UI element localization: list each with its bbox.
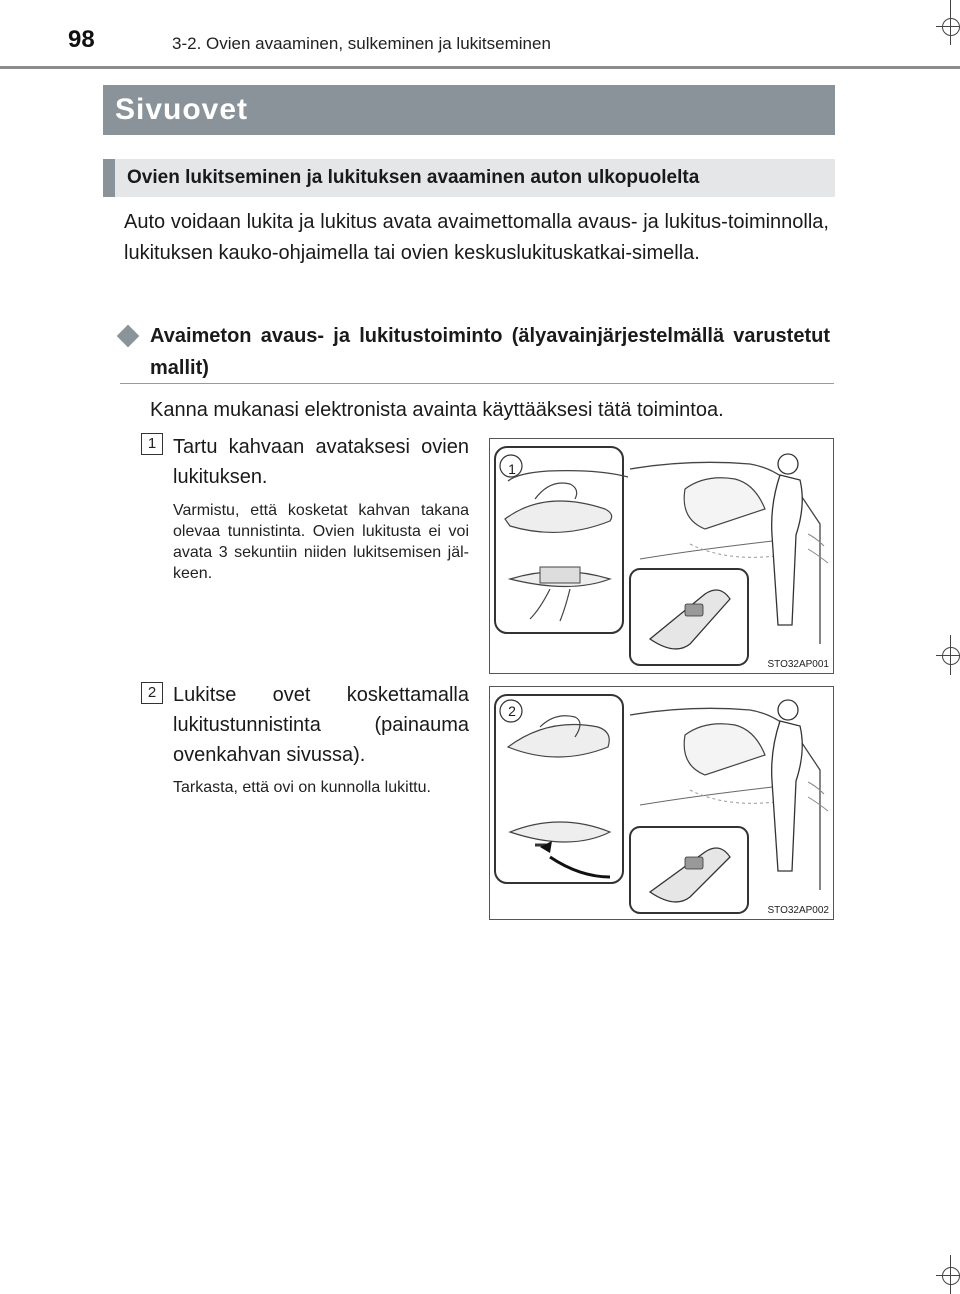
intro-paragraph: Auto voidaan lukita ja lukitus avata avaimettomalla avaus- ja lukitus-toiminnolla, lukituksen kauko-ohjaimella tai ovien keskuslukituskatkai-simella.: [124, 211, 829, 264]
feature-description: Kanna mukanasi elektronista avainta käyttääksesi tätä toimintoa.: [150, 399, 724, 421]
step-note-1: Varmistu, että kosketat kahvan takana olevaa tunnistinta. Ovien lukitusta ei voi avata 3 sekuntiin niiden lukitsemisen jäl-keen.: [173, 502, 469, 582]
subsection-title: Ovien lukitseminen ja lukituksen avaaminen auton ulkopuolelta: [103, 159, 835, 197]
figure-unlock-drawing: [490, 439, 833, 673]
header-rule: [0, 66, 960, 69]
figure-code-1: STO32AP001: [767, 659, 829, 670]
feature-rule: [120, 383, 834, 384]
crop-mark-bottom-right: [930, 1255, 960, 1294]
running-header: 3-2. Ovien avaaminen, sulkeminen ja lukitseminen: [172, 34, 551, 53]
section-title: Sivuovet: [103, 85, 835, 135]
page-number: 98: [68, 26, 95, 53]
step-number-1: 1: [141, 433, 163, 455]
crop-mark-right-middle: [930, 635, 960, 675]
step-note-2: Tarkasta, että ovi on kunnolla lukittu.: [173, 779, 431, 796]
figure-callout-1: 1: [508, 461, 516, 477]
figure-callout-2: 2: [508, 703, 516, 719]
feature-heading-text: Avaimeton avaus- ja lukitustoiminto (älyavainjärjestelmällä varustetut mallit): [150, 325, 830, 379]
crop-mark-top-right: [930, 0, 960, 45]
figure-unlock-illustration: [489, 438, 834, 674]
figure-lock-drawing: [490, 687, 833, 919]
figure-code-2: STO32AP002: [767, 905, 829, 916]
step-number-2: 2: [141, 682, 163, 704]
step-text-2: Lukitse ovet koskettamalla lukitustunnistinta (painauma ovenkahvan sivussa).: [173, 684, 469, 766]
diamond-bullet-icon: [117, 325, 140, 348]
step-text-1: Tartu kahvaan avataksesi ovien lukituksen.: [173, 436, 469, 488]
feature-heading: [120, 320, 830, 384]
figure-lock-illustration: [489, 686, 834, 920]
